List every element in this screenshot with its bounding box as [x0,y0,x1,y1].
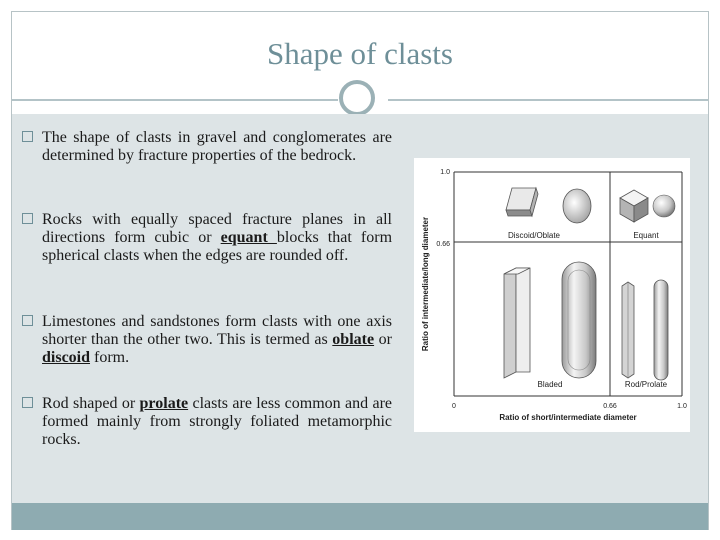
term-oblate: oblate [332,331,375,348]
bladed-rounded-shape [562,262,596,378]
bullet-item [22,395,392,449]
clast-shape-diagram [414,158,690,432]
clast-shape-svg [414,158,690,432]
bullet-text: Limestones and sandstones form clasts with one axis shorter than the other two. This is termed as oblate or discoid form. [42,313,392,366]
x-axis-title: Ratio of short/intermediate diameter [499,413,637,422]
bullet-text: The shape of clasts in gravel and conglomerates are determined by fracture properties of the bedrock. [42,129,392,164]
slide-title: Shape of clasts [267,36,453,71]
equant-cube-shape [620,190,648,222]
term-equant: equant [220,229,277,246]
x-tick-label: 1.0 [677,403,687,410]
discoid-disc-shape [563,189,591,223]
region-label-bladed: Bladed [537,380,563,389]
prolate-cylinder-shape [654,280,668,380]
footer-bar [12,503,708,530]
title-circle-ornament [339,80,375,116]
bullet-item [22,129,392,165]
title-rule-right [388,99,708,101]
discoid-slab-shape [506,188,538,216]
region-label-discoid: Discoid/Oblate [507,231,561,240]
bullet-text: Rod shaped or prolate clasts are less common and are formed mainly from strongly foliated metamorphic rocks. [42,395,393,448]
bullet-box-icon [22,131,33,142]
x-tick-label-origin: 0 [452,403,456,410]
x-tick-label: 0.66 [603,403,617,410]
title-rule-left [12,99,338,101]
term-discoid: discoid [42,349,91,366]
bullet-box-icon [22,397,33,408]
bullet-item [22,313,392,367]
bullet-text: Rocks with equally spaced fracture planes in all directions form cubic or equant blocks that form spherical clasts when the edges are rounded off. [42,211,393,264]
bladed-slab-shape [504,268,530,378]
bullet-box-icon [22,213,33,224]
bullet-box-icon [22,315,33,326]
bullet-item [22,211,392,265]
equant-sphere-shape [653,195,675,217]
region-label-rod-prolate: Rod/Prolate [624,380,668,389]
region-label-equant: Equant [633,231,659,240]
term-prolate: prolate [139,395,189,412]
y-tick-label: 0.66 [436,241,450,248]
prolate-prism-shape [622,282,634,378]
y-axis-title: Ratio of intermediate/long diameter [421,216,430,352]
y-tick-label: 1.0 [440,169,450,176]
